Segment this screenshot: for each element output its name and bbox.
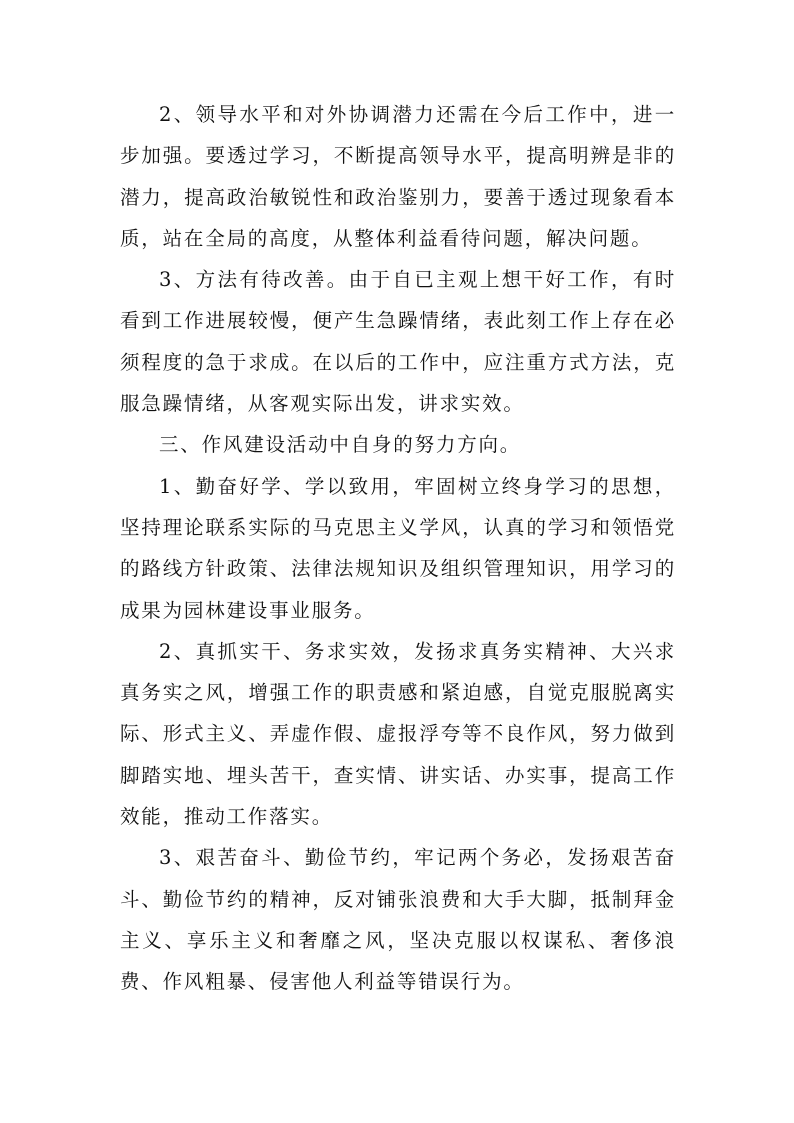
paragraph-method-improvement: 3、方法有待改善。由于自已主观上想干好工作，有时看到工作进展较慢，便产生急躁情绪，表此刻工作上存在必须程度的急于求成。在以后的工作中，应注重方式方法，克服急躁情绪，从客观实际出发，讲求实效。 [120,268,676,416]
paragraph-practical-work: 2、真抓实干、务求实效，发扬求真务实精神、大兴求真务实之风，增强工作的职责感和紧迫感，自觉克服脱离实际、形式主义、弄虚作假、虚报浮夸等不良作风，努力做到脚踏实地、埋头苦干，查实情、讲实话、办实事，提高工作效能，推动工作落实。 [120,639,676,829]
paragraph-diligent-learning: 1、勤奋好学、学以致用，牢固树立终身学习的思想，坚持理论联系实际的马克思主义学风，认真的学习和领悟党的路线方针政策、法律法规知识及组织管理知识，用学习的成果为园林建设事业服务。 [120,474,676,622]
document-body [120,94,676,1003]
section-heading-effort-direction: 三、作风建设活动中自身的努力方向。 [159,433,522,457]
paragraph-hard-work-thrift: 3、艰苦奋斗、勤俭节约，牢记两个务必，发扬艰苦奋斗、勤俭节约的精神，反对铺张浪费和大手大脚，抵制拜金主义、享乐主义和奢靡之风，坚决克服以权谋私、奢侈浪费、作风粗暴、侵害他人利益等错误行为。 [120,846,676,994]
paragraph-leadership-coordination: 2、领导水平和对外协调潜力还需在今后工作中，进一步加强。要透过学习，不断提高领导水平，提高明辨是非的潜力，提高政治敏锐性和政治鉴别力，要善于透过现象看本质，站在全局的高度，从整体利益看待问题，解决问题。 [120,103,676,250]
